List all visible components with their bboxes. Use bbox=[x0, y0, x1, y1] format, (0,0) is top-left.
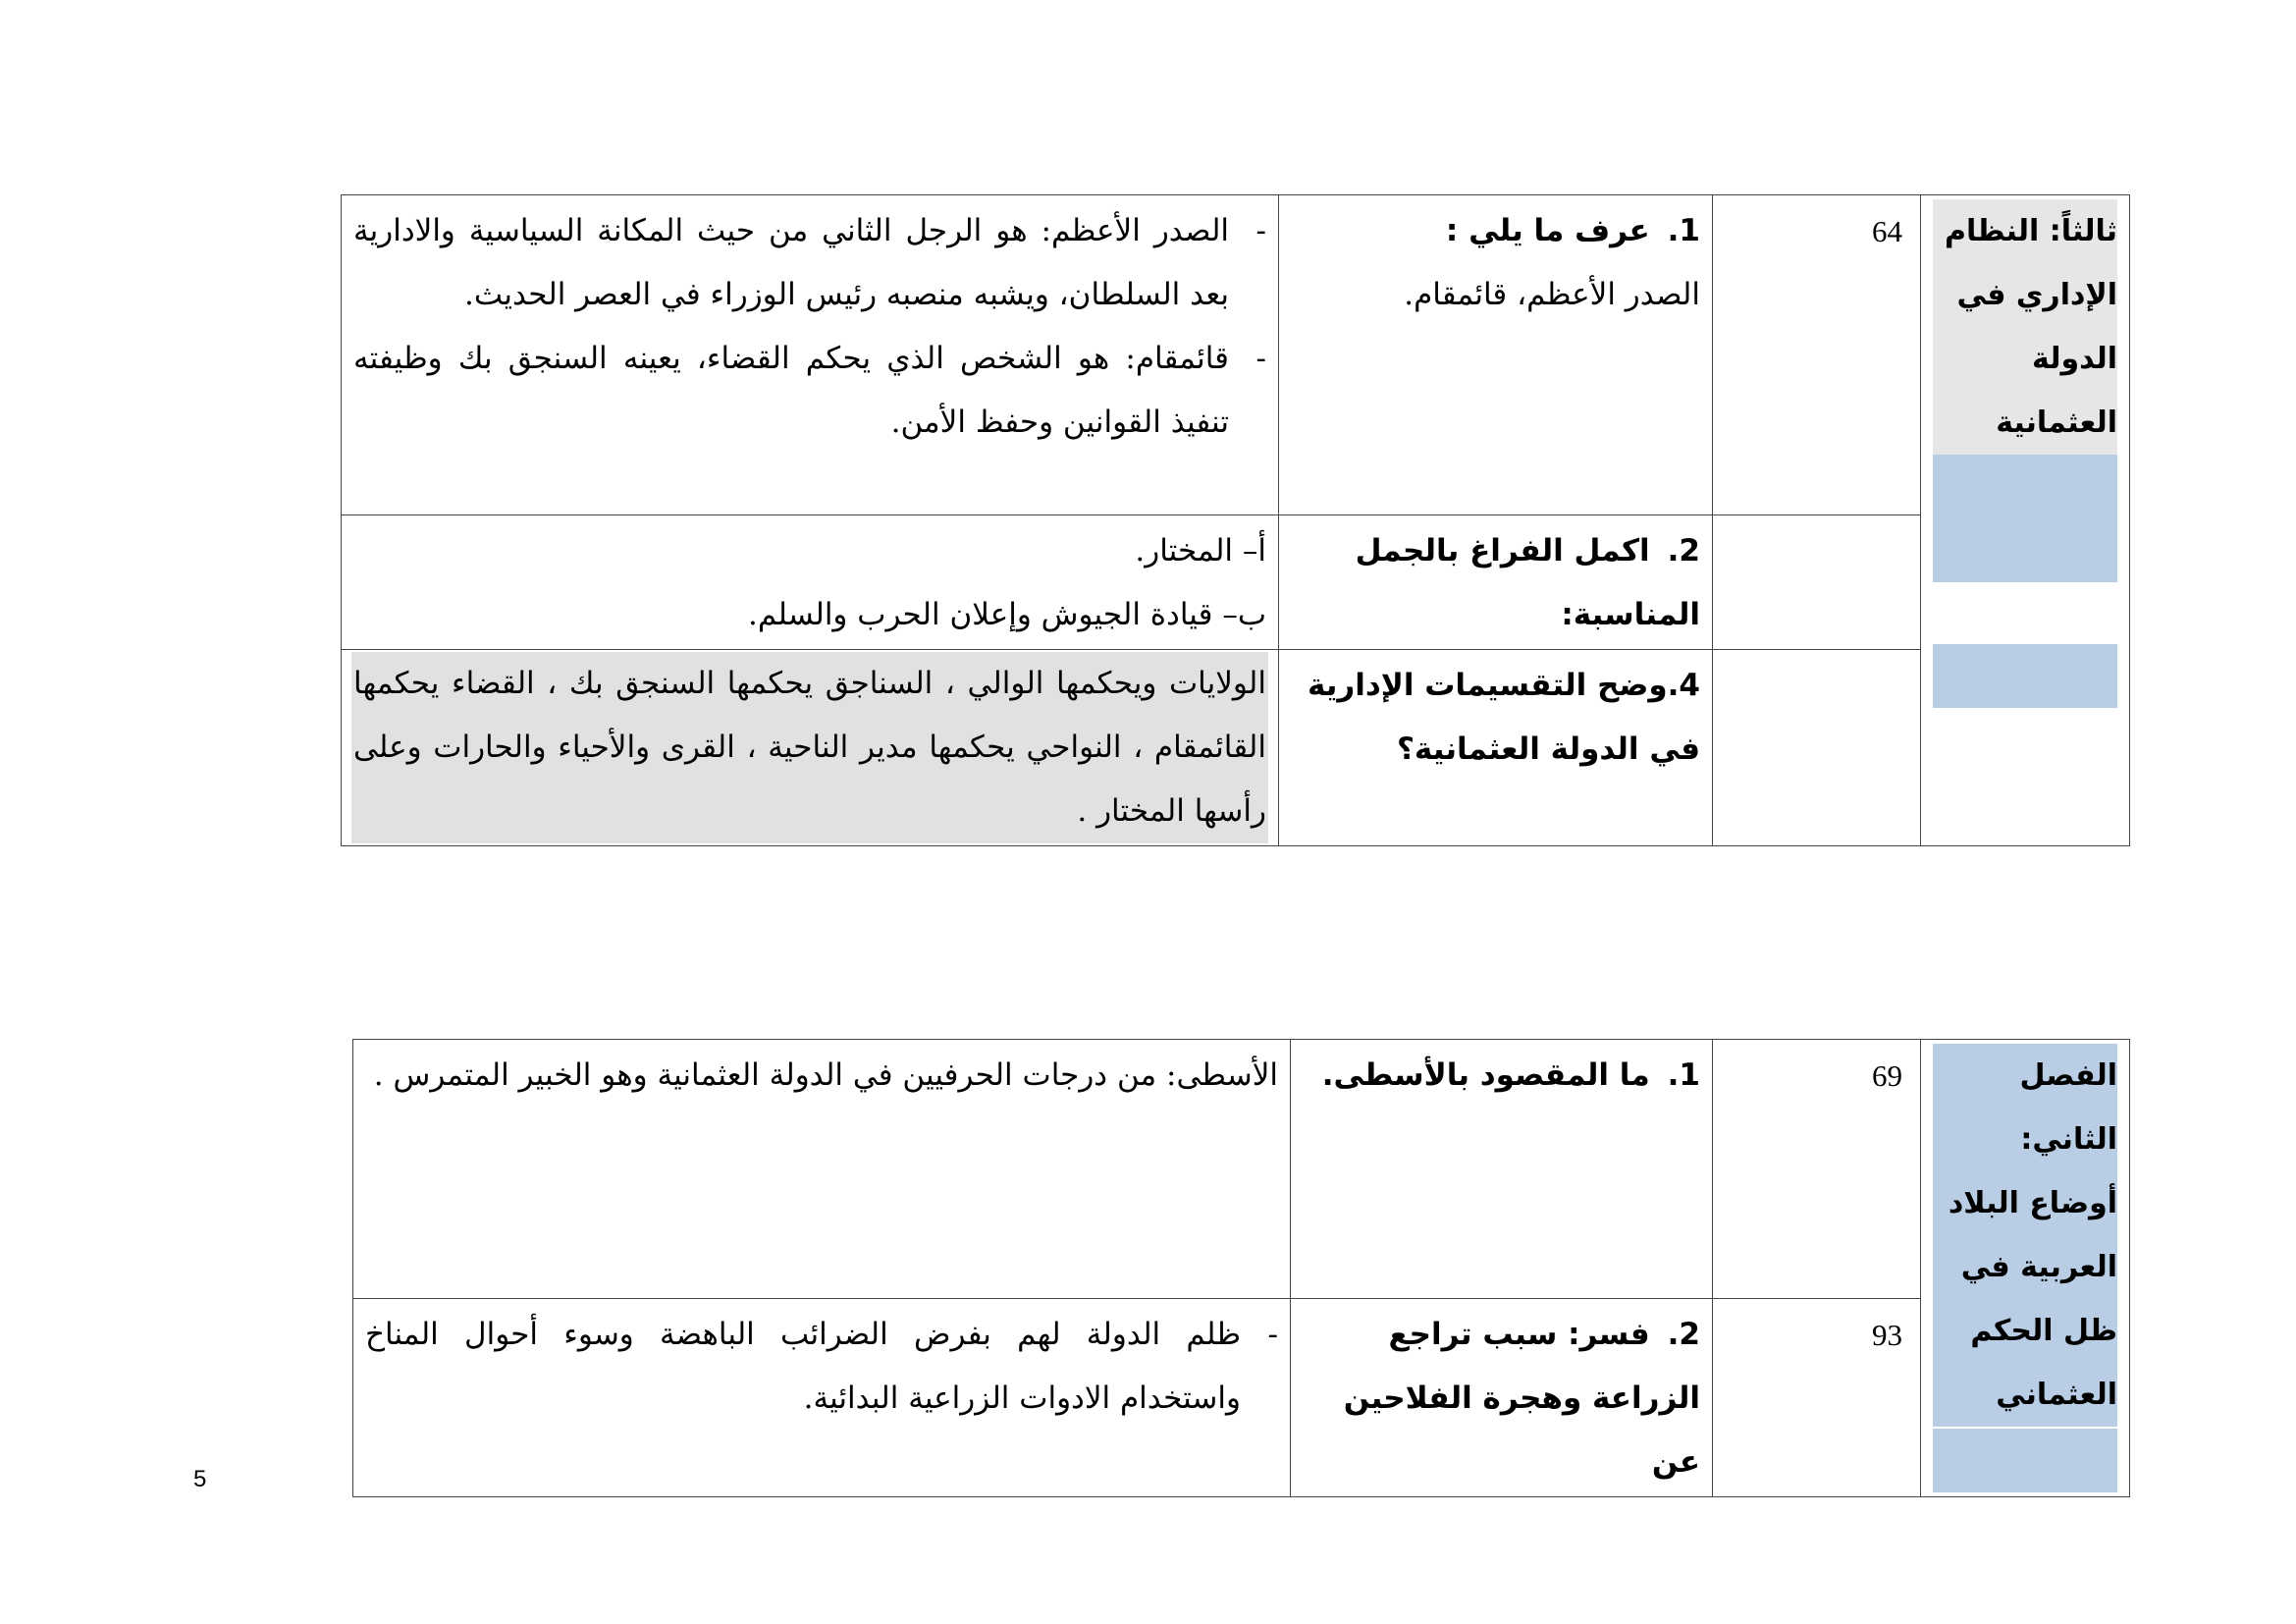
question-cell bbox=[1279, 515, 1713, 650]
question-cell bbox=[1291, 1299, 1713, 1497]
question-number: 1. bbox=[1667, 1057, 1700, 1093]
answer-item: - ظلم الدولة لهم بفرض الضرائب الباهضة وسوء أحوال المناخ واستخدام الادوات الزراعية البدائية. bbox=[365, 1303, 1241, 1431]
question-number: 2. bbox=[1667, 1317, 1700, 1352]
answer-cell bbox=[353, 1040, 1291, 1299]
unit-highlight bbox=[1933, 518, 2117, 582]
answer-cell bbox=[353, 1299, 1291, 1497]
page-reference bbox=[1713, 515, 1921, 650]
answer-cell bbox=[342, 515, 1279, 650]
unit-title: الفصل الثاني: أوضاع البلاد العربية في ظل الحكم العثماني bbox=[1933, 1044, 2117, 1427]
table-row bbox=[342, 650, 2130, 846]
answer-text: الولايات ويحكمها الوالي ، السناجق يحكمها السنجق بك ، القضاء يحكمها القائمقام ، النواحي يحكمها مدير الناحية ، القرى والأحياء والحارات وعلى رأسها المختار . bbox=[351, 652, 1268, 843]
question-text: اكمل الفراغ بالجمل المناسبة: bbox=[1355, 533, 1700, 632]
answer-cell bbox=[342, 650, 1279, 846]
unit-highlight bbox=[1933, 455, 2117, 518]
question-number: 2. bbox=[1667, 533, 1700, 568]
question-text: ما المقصود بالأسطى. bbox=[1321, 1057, 1650, 1093]
answer-item: - قائمقام: هو الشخص الذي يحكم القضاء، يعينه السنجق بك وظيفته تنفيذ القوانين وحفظ الأمن. bbox=[353, 327, 1229, 455]
table-row bbox=[353, 1040, 2130, 1299]
question-text: عرف ما يلي : bbox=[1445, 213, 1650, 248]
page-reference: 93 bbox=[1713, 1299, 1921, 1497]
unit-title: ثالثاً: النظام الإداري في الدولة العثمانية bbox=[1933, 199, 2117, 455]
table-row bbox=[342, 515, 2130, 650]
question-terms: الصدر الأعظم، قائمقام. bbox=[1404, 277, 1700, 312]
unit-highlight bbox=[1933, 1429, 2117, 1492]
page-reference: 64 bbox=[1713, 195, 1921, 515]
question-text: فسر: سبب تراجع الزراعة وهجرة الفلاحين عن bbox=[1343, 1317, 1700, 1480]
table-row bbox=[353, 1299, 2130, 1497]
page-number: 5 bbox=[193, 1466, 207, 1492]
unit-cell bbox=[1921, 1040, 2130, 1497]
question-number: 1. bbox=[1667, 213, 1700, 248]
page-reference bbox=[1713, 650, 1921, 846]
answer-table-2 bbox=[352, 1039, 2130, 1497]
answer-line: ب– قيادة الجيوش وإعلان الحرب والسلم. bbox=[747, 597, 1266, 632]
unit-highlight bbox=[1933, 644, 2117, 708]
page-reference: 69 bbox=[1713, 1040, 1921, 1299]
question-cell bbox=[1279, 195, 1713, 515]
table-row bbox=[342, 195, 2130, 515]
answer-text: الأسطى: من درجات الحرفيين في الدولة العثمانية وهو الخبير المتمرس . bbox=[373, 1057, 1278, 1093]
answer-table-1 bbox=[341, 194, 2130, 846]
question-text: وضح التقسيمات الإدارية في الدولة العثمانية؟ bbox=[1307, 668, 1700, 767]
unit-cell bbox=[1921, 195, 2130, 846]
question-cell bbox=[1279, 650, 1713, 846]
answer-line: أ– المختار. bbox=[1135, 533, 1266, 568]
answer-cell bbox=[342, 195, 1279, 515]
question-number: 4. bbox=[1667, 668, 1700, 703]
answer-item: - الصدر الأعظم: هو الرجل الثاني من حيث المكانة السياسية والادارية بعد السلطان، ويشبه منصبه رئيس الوزراء في العصر الحديث. bbox=[353, 199, 1229, 327]
question-cell bbox=[1291, 1040, 1713, 1299]
